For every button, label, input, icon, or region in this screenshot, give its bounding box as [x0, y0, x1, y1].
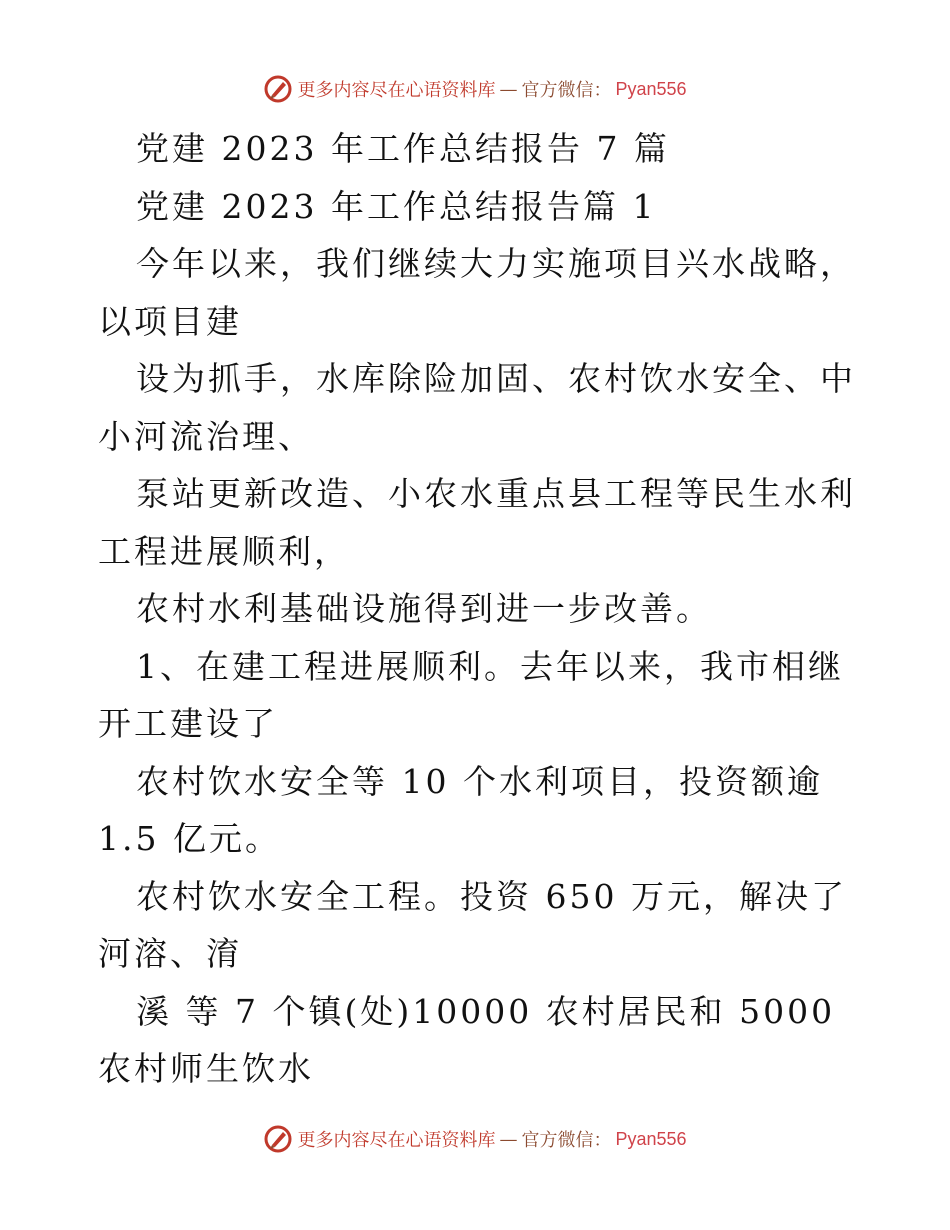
- header-watermark: [0, 74, 950, 104]
- watermark-wechat-id: Pyan556: [615, 1128, 687, 1149]
- paragraph: 泵站更新改造、小农水重点县工程等民生水利工程进展顺利，: [98, 474, 856, 571]
- paragraph: 农村饮水安全工程。投资 650 万元，解决了河溶、淯: [98, 876, 847, 973]
- paragraph: 1、在建工程进展顺利。去年以来，我市相继开工建设了: [98, 646, 844, 743]
- paragraph: 今年以来，我们继续大力实施项目兴水战略，以项目建: [98, 244, 856, 341]
- watermark-dash: —: [499, 78, 518, 100]
- paragraph: 溪 等 7 个镇(处)10000 农村居民和 5000 农村师生饮水: [98, 991, 836, 1088]
- document-subtitle: 党建 2023 年工作总结报告篇 1: [136, 186, 657, 226]
- watermark-wechat-id: Pyan556: [615, 78, 687, 99]
- watermark-wechat-label: 官方微信：: [521, 80, 612, 101]
- paragraph: 农村水利基础设施得到进一步改善。: [136, 589, 712, 628]
- paragraph: 农村饮水安全等 10 个水利项目，投资额逾 1.5 亿元。: [98, 761, 823, 858]
- pen-logo-icon: [263, 1124, 293, 1154]
- document-body: [98, 120, 858, 1098]
- pen-logo-icon: [263, 74, 293, 104]
- paragraph: 设为抓手，水库除险加固、农村饮水安全、中小河流治理、: [98, 359, 856, 456]
- watermark-site-text: 更多内容尽在心语资料库: [297, 80, 496, 101]
- watermark-wechat-label: 官方微信：: [521, 1130, 612, 1151]
- document-title: 党建 2023 年工作总结报告 7 篇: [136, 129, 670, 168]
- footer-watermark: [0, 1124, 950, 1154]
- watermark-dash: —: [499, 1128, 518, 1150]
- watermark-site-text: 更多内容尽在心语资料库: [297, 1130, 496, 1151]
